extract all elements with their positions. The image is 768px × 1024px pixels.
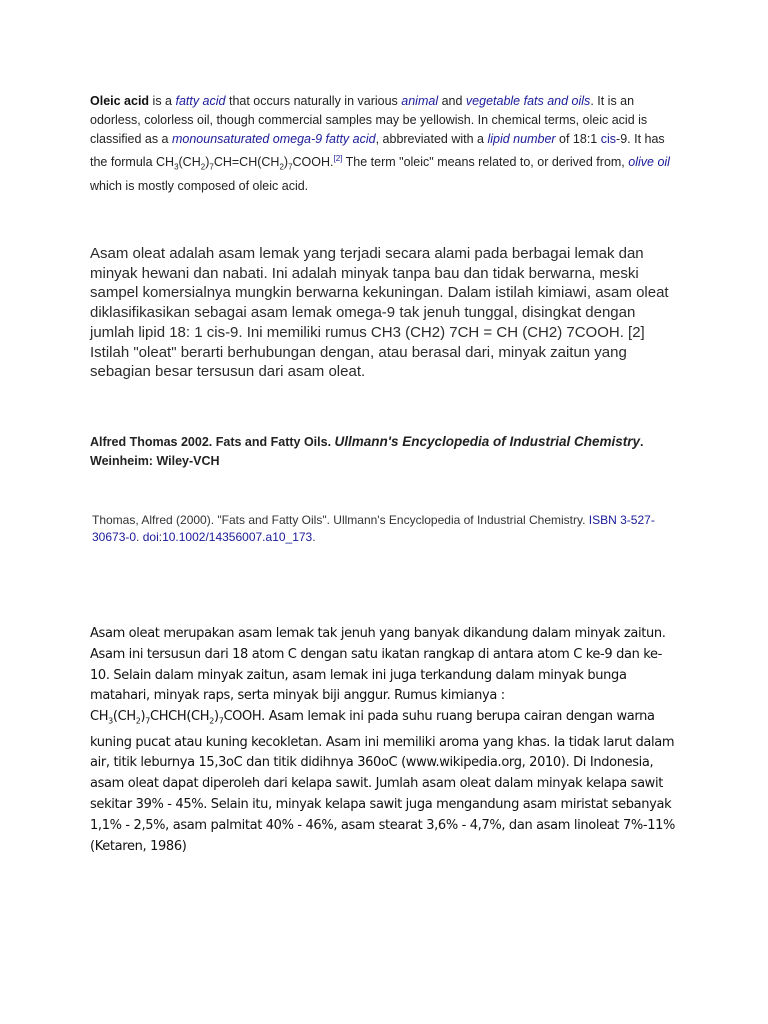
plain-citation [92,512,682,546]
text-run: (CH [112,709,136,725]
text-run: COOH. Asam lemak ini pada suhu ruang berupa cairan dengan warna kuning pucat atau kuning kecokletan. Asam ini memiliki aroma yang khas. Ia tidak larut dalam air, titik leburnya 15,3oC dan titik didihnya 360oC (www.wikipedia.org, 2010). Di Indonesia, asam oleat dapat diperoleh dari kelapa sawit. Jumlah asam oleat dalam minyak kelapa sawit sekitar 39% - 45%. Selain itu, minyak kelapa sawit juga mengandung asam miristat sebanyak 1,1% - 2,5%, asam palmitat 40% - 46%, asam stearat 3,6% - 4,7%, dan asam linoleat 7%-11% (Ketaren, 1986) [90,709,676,854]
text-run: Asam oleat merupakan asam lemak tak jenuh yang banyak dikandung dalam minyak zaitun. Asam ini tersusun dari 18 atom C dengan satu ikatan rangkap di antara atom C ke-9 dan ke-10. Selain dalam minyak zaitun, asam lemak ini juga terkandung dalam minyak bunga matahari, minyak raps, serta minyak biji anggur. Rumus kimianya : CH [90,626,666,725]
text-run: . [312,530,316,544]
text-run: that occurs naturally in various [225,94,402,108]
text-run: , abbreviated with a [375,132,488,146]
citation-tail: . Weinheim: Wiley-VCH [90,435,644,468]
reference-link[interactable]: [2] [333,154,343,163]
text-run: CHCH(CH [150,709,210,725]
link-cis[interactable]: cis [600,132,617,146]
indonesian-description-paragraph [90,624,680,857]
english-paragraph [90,92,680,196]
text-run: ) [205,155,210,170]
subscript: 3 [108,716,113,726]
subscript: 7 [218,716,224,726]
text-run: -9. It has the formula CH [90,132,665,170]
subscript: 2 [279,162,284,172]
text-run: ) [140,709,146,725]
subscript: 7 [209,162,214,172]
text-run: . [136,530,143,544]
link-vegetable-fats[interactable]: vegetable fats and oils [465,94,591,108]
text-run: ) [283,155,289,170]
link-animal[interactable]: animal [401,94,439,108]
indonesian-translation-paragraph: Asam oleat adalah asam lemak yang terjadi secara alami pada berbagai lemak dan minyak hewani dan nabati. Ini adalah minyak tanpa bau dan tidak berwarna, meski sampel komersialnya mungkin berwarna kekuningan. Dalam istilah kimiawi, asam oleat diklasifikasikan sebagai asam lemak omega-9 tak jenuh tunggal, disingkat dengan jumlah lipid 18: 1 cis-9. Ini memiliki rumus CH3 (CH2) 7CH = CH (CH2) 7COOH. [2] Istilah "oleat" berarti berhubungan dengan, atau berasal dari, minyak zaitun yang sebagian besar tersusun dari asam oleat. [90,245,669,381]
subscript: 2 [200,162,206,172]
text-run: . It is an odorless, colorless oil, though commercial samples may be yellowish. In chemical terms, oleic acid is classified as a [90,94,648,146]
citation-lead: Alfred Thomas 2002. Fats and Fatty Oils. [90,435,335,449]
text-run: which is mostly composed of oleic acid. [90,178,309,193]
text-run: : [158,530,163,544]
link-fatty-acid[interactable]: fatty acid [175,94,226,108]
citation-text: Thomas, Alfred (2000). "Fats and Fatty Oils". Ullmann's Encyclopedia of Industrial Chemistry. [92,513,589,527]
subscript: 7 [145,716,151,726]
citation-title: Ullmann's Encyclopedia of Industrial Chemistry [334,434,641,449]
doi-label-link[interactable]: doi [142,530,159,544]
doi-value-link[interactable]: 10.1002/14356007.a10_173 [162,530,313,544]
text-run: ) [213,709,219,725]
term-oleic-acid: Oleic acid [90,94,150,108]
text-run: (CH [178,155,201,170]
text-run: is a [149,94,176,108]
link-olive-oil[interactable]: olive oil [628,155,670,170]
text-run: COOH. [292,155,334,170]
bold-citation [90,432,680,471]
link-omega-9[interactable]: monounsaturated omega-9 fatty acid [171,132,376,146]
text-run: of 18:1 [555,132,601,146]
subscript: 2 [209,716,214,726]
text-run: CH=CH(CH [213,155,280,170]
subscript: 7 [288,162,293,172]
isbn-link[interactable]: ISBN 3-527-30673-0 [92,513,655,544]
subscript: 2 [135,716,141,726]
link-lipid-number[interactable]: lipid number [487,132,556,146]
subscript: 3 [174,162,179,172]
text-run: The term "oleic" means related to, or derived from, [342,155,629,170]
text-run: and [438,94,466,108]
